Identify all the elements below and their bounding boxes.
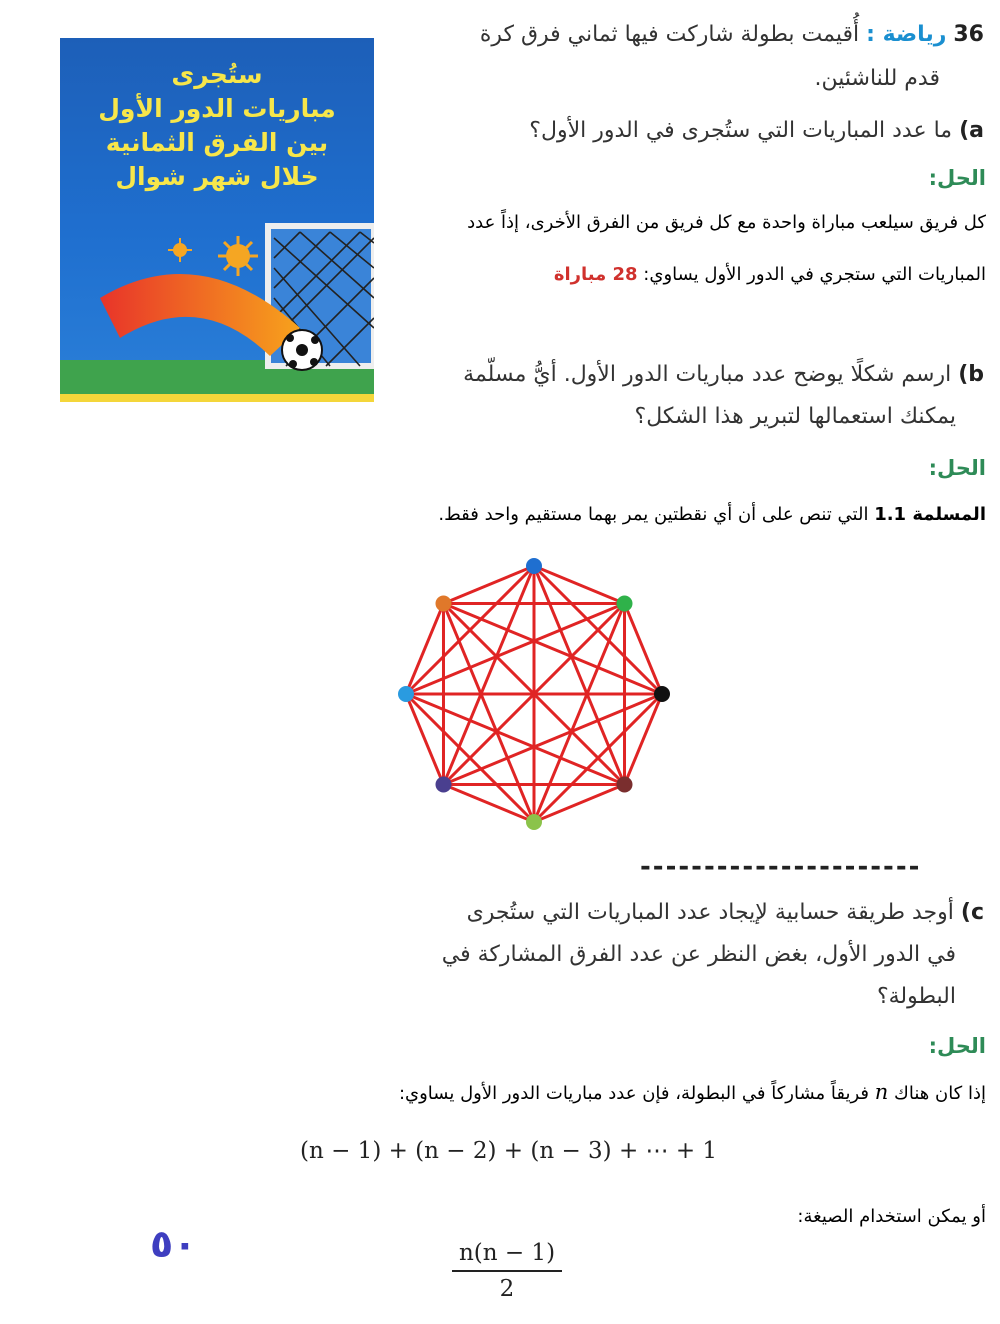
poster-art [60,38,374,394]
formula-fraction [452,1240,562,1302]
poster-line: ستُجرى [171,60,263,89]
postulate-statement [438,504,986,525]
part-letter: c) [960,900,984,925]
graph-vertex [398,686,414,702]
poster-line: مباريات الدور الأول [98,94,336,123]
sum-expression: (n − 1) + (n − 2) + (n − 3) + ⋯ + 1 [300,1138,718,1164]
part-text: ما عدد المباريات التي ستُجرى في الدور الأول؟ [529,118,953,143]
formula-numerator: n(n − 1) [458,1240,556,1266]
part-c-question-line-2: في الدور الأول، بغض النظر عن عدد الفرق المشاركة في [441,942,956,967]
part-b-question-line-1 [463,362,984,387]
answer-c-statement [399,1080,986,1104]
soccer-ball-icon [282,330,322,370]
postulate-label: المسلمة 1.1 [874,504,986,525]
question-36-line-1 [480,22,984,47]
formula-denominator: 2 [499,1276,515,1302]
tournament-poster [60,38,374,402]
sun-icon [168,236,258,276]
question-36-line-2: قدم للناشئين. [814,66,940,91]
graph-vertex [435,595,451,611]
graph-vertex [435,777,451,793]
graph-vertex [526,814,542,830]
graph-vertex [617,777,633,793]
variable-n: n [874,1080,889,1104]
part-c-question-line-3: البطولة؟ [876,984,956,1009]
part-letter: a) [959,118,984,143]
answer-c-suffix: فريقاً مشاركاً في البطولة، فإن عدد مباريات الدور الأول يساوي: [398,1083,870,1104]
part-text: أوجد طريقة حسابية لإيجاد عدد المباريات التي ستُجرى [466,900,954,925]
question-text: أُقيمت بطولة شاركت فيها ثماني فرق كرة [479,22,860,47]
solution-heading-a: الحل: [928,166,986,190]
part-text: ارسم شكلًا يوضح عدد مباريات الدور الأول. أيُّ مسلّمة [463,362,952,387]
answer-a-line-1: كل فريق سيلعب مباراة واحدة مع كل فريق من الفرق الأخرى، إذاً عدد [467,212,986,233]
question-number: 36 [953,22,984,47]
part-letter: b) [958,362,984,387]
section-divider: ---------------------- [640,852,922,882]
part-a-question [529,118,984,143]
graph-vertex [654,686,670,702]
part-b-question-line-2: يمكنك استعمالها لتبرير هذا الشكل؟ [634,404,956,429]
complete-graph-diagram [396,540,676,850]
graph-vertex [526,558,542,574]
part-c-question-line-1 [467,900,984,925]
solution-heading-c: الحل: [928,1034,986,1058]
answer-a-line-2 [554,264,986,285]
question-topic: رياضة : [866,22,947,47]
page-number: ٥٠ [150,1222,197,1266]
postulate-text: التي تنص على أن أي نقطتين يمر بهما مستقيم واحد فقط. [438,504,869,525]
alternative-formula-text: أو يمكن استخدام الصيغة: [797,1206,986,1227]
graph-vertex [617,595,633,611]
answer-a-prefix: المباريات التي ستجري في الدور الأول يساوي: [643,264,986,285]
poster-line: بين الفرق الثمانية [105,128,329,157]
answer-a-value: 28 مباراة [553,264,638,285]
answer-c-prefix: إذا كان هناك [894,1083,986,1104]
solution-heading-b: الحل: [928,456,986,480]
poster-line: خلال شهر شوال [115,162,319,191]
